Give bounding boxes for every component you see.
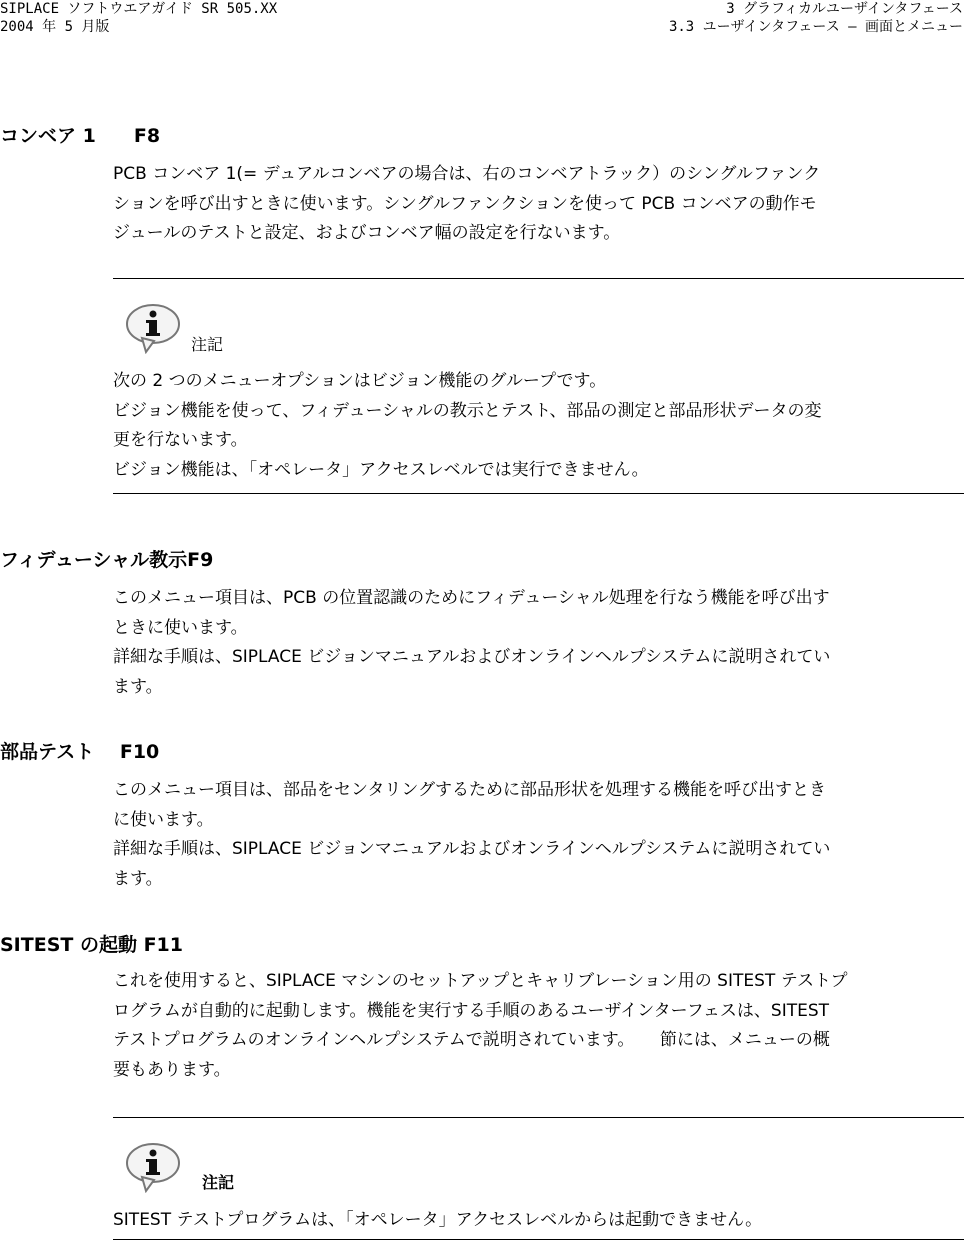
running-header-left [0,0,277,36]
document-title: SIPLACE ソフトウエアガイド SR 505.XX [0,1,278,17]
section-title: 3.3 ユーザインタフェース – 画面とメニュー [668,19,963,35]
note-line: 更を行ないます。 [113,430,248,450]
paragraph-line: ションを呼び出すときに使います。シングルファンクションを使って PCB コンベアの動作モ [113,193,817,214]
heading-sitest: SITEST の起動 F11 [0,934,183,956]
heading-component-test: 部品テスト F10 [0,741,160,763]
note-label: 注記 [191,335,224,354]
conveyor-body [113,160,963,249]
chapter-title: 3 グラフィカルユーザインタフェース [726,1,963,17]
paragraph-line: 詳細な手順は、SIPLACE ビジョンマニュアルおよびオンラインヘルプシステムに説明されてい [113,839,831,859]
paragraph-line: 要もあります。 [113,1059,231,1080]
sitest-body [113,967,963,1085]
paragraph-line: PCB コンベア 1(= デュアルコンベアの場合は、右のコンベアトラック）のシングルファンク [113,164,821,184]
heading-fiducial: フィデューシャル教示F9 [0,549,214,571]
running-header-right [669,0,963,36]
document-date: 2004 年 5 月版 [0,19,110,35]
paragraph-line: ログラムが自動的に起動します。機能を実行する手順のあるユーザインターフェスは、SITEST [113,1000,830,1021]
paragraph-line: ときに使います。 [113,617,248,638]
paragraph-line: このメニュー項目は、部品をセンタリングするために部品形状を処理する機能を呼び出すとき [113,780,826,800]
note-bottom-rule [113,493,964,494]
note-line: SITEST テストプログラムは、「オペレータ」アクセスレベルからは起動できません。 [113,1210,763,1230]
note-top-rule [113,1117,964,1118]
info-icon [124,302,184,354]
paragraph-line: これを使用すると、SIPLACE マシンのセットアップとキャリブレーション用の SITEST テストプ [113,971,848,991]
note-line: 次の 2 つのメニューオプションはビジョン機能のグループです。 [113,371,607,391]
fiducial-body [113,584,963,702]
note-top-rule [113,278,964,279]
paragraph-line: 詳細な手順は、SIPLACE ビジョンマニュアルおよびオンラインヘルプシステムに説明されてい [113,647,831,667]
paragraph-line: テストプログラムのオンラインヘルプシステムで説明されています。 節には、メニューの概 [113,1030,830,1050]
paragraph-line: ます。 [113,676,163,697]
paragraph-line: このメニュー項目は、PCB の位置認識のためにフィデューシャル処理を行なう機能を呼び出す [113,588,830,608]
paragraph-line: に使います。 [113,809,214,830]
paragraph-line: ます。 [113,868,163,889]
info-icon [124,1141,184,1193]
note2-body [113,1206,963,1236]
note1-body [113,367,963,485]
note-bottom-rule [113,1239,964,1240]
note-label: 注記 [202,1173,235,1192]
paragraph-line: ジュールのテストと設定、およびコンベア幅の設定を行ないます。 [113,223,621,243]
note-line: ビジョン機能は、「オペレータ」アクセスレベルでは実行できません。 [113,459,649,480]
note-line: ビジョン機能を使って、フィデューシャルの教示とテスト、部品の測定と部品形状データの変 [113,400,822,421]
component-test-body [113,776,963,894]
heading-conveyor: コンベア 1 F8 [0,125,161,147]
